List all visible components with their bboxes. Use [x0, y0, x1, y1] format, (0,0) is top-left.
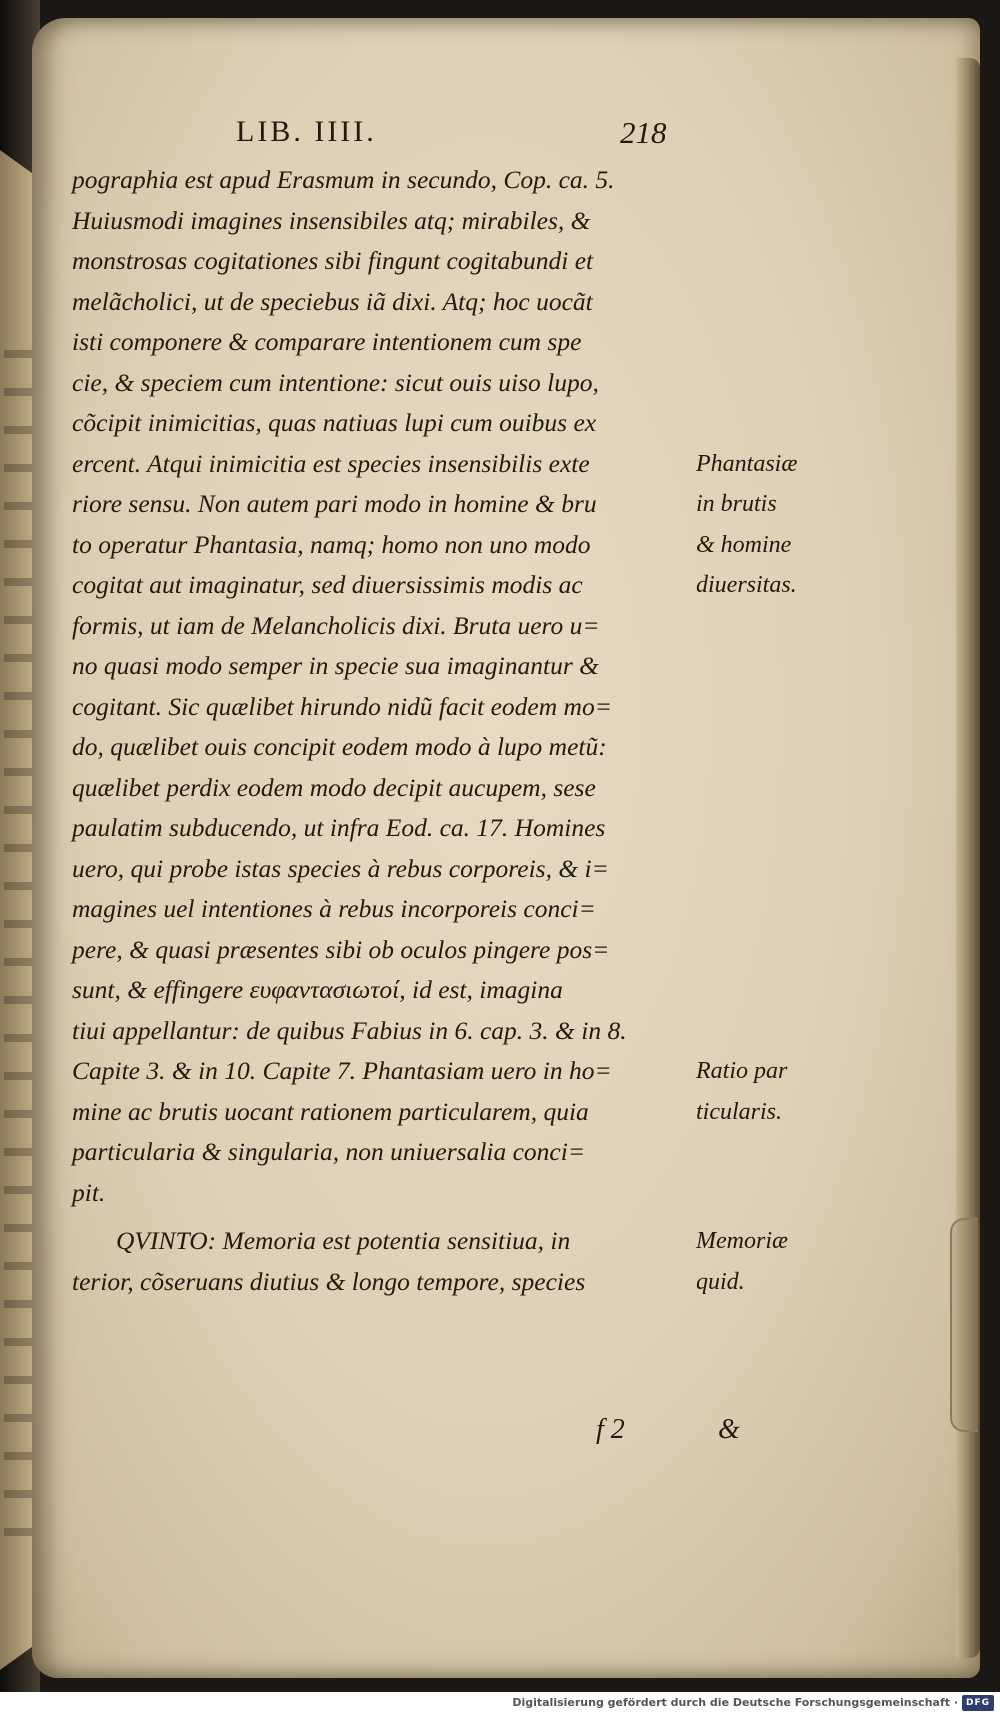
margin-note: Ratio par	[696, 1058, 788, 1084]
text-line: pit.	[72, 1177, 106, 1207]
margin-note: ticularis.	[696, 1098, 783, 1125]
catchword: &	[718, 1414, 740, 1445]
text-line: to operatur Phantasia, namq; homo non uno modo	[72, 529, 591, 559]
text-line: monstrosas cogitationes sibi fingunt cogitabundi et	[72, 246, 594, 275]
text-line: cõcipit inimicitias, quas natiuas lupi cum ouibus ex	[72, 408, 597, 437]
funding-credit: Digitalisierung gefördert durch die Deutsche Forschungsgemeinschaft ·	[512, 1696, 958, 1709]
margin-note: Memoriæ	[696, 1228, 788, 1254]
text-line: pographia est apud Erasmum in secundo, Cop. ca. 5.	[72, 165, 615, 194]
book-clasp	[950, 1218, 978, 1432]
margin-note: in brutis	[696, 491, 777, 517]
page-number: 218	[620, 115, 667, 150]
digitization-footer	[0, 1692, 1000, 1715]
text-line: quælibet perdix eodem modo decipit aucupem, sese	[72, 772, 596, 802]
text-line: uero, qui probe istas species à rebus corporeis, & i=	[72, 853, 609, 883]
text-line: QVINTO: Memoria est potentia sensitiua, in	[116, 1226, 571, 1255]
text-line: formis, ut iam de Melancholicis dixi. Bruta uero u=	[72, 610, 600, 640]
text-line: do, quælibet ouis concipit eodem modo à lupo metũ:	[72, 732, 607, 761]
text-line: tiui appellantur: de quibus Fabius in 6. cap. 3. & in 8.	[72, 1015, 627, 1045]
previous-page-text-fragment	[4, 350, 34, 1550]
text-line: particularia & singularia, non uniuersalia conci=	[72, 1137, 586, 1166]
dfg-logo-icon: DFG	[962, 1695, 994, 1711]
margin-note: Phantasiæ	[696, 450, 798, 477]
text-line: Huiusmodi imagines insensibiles atq; mirabiles, &	[72, 205, 591, 235]
text-line: magines uel intentiones à rebus incorporeis conci=	[72, 894, 596, 923]
running-head: LIB. IIII.	[236, 115, 377, 148]
text-line: no quasi modo semper in specie sua imaginantur &	[72, 651, 599, 680]
text-line: isti componere & comparare intentionem cum spe	[72, 327, 582, 356]
text-line: terior, cõseruans diutius & longo tempore, species	[72, 1266, 586, 1296]
text-line: riore sensu. Non autem pari modo in homine & bru	[72, 489, 597, 518]
margin-note: & homine	[696, 531, 792, 558]
text-line: cogitant. Sic quælibet hirundo nidũ facit eodem mo=	[72, 691, 612, 721]
text-line: ercent. Atqui inimicitia est species insensibilis exte	[72, 448, 590, 478]
text-line: cogitat aut imaginatur, sed diuersissimis modis ac	[72, 570, 583, 599]
text-line: paulatim subducendo, ut infra Eod. ca. 17. Homines	[72, 813, 606, 842]
margin-note: diuersitas.	[696, 572, 797, 598]
text-line: mine ac brutis uocant rationem particularem, quia	[72, 1096, 589, 1126]
text-line: Capite 3. & in 10. Capite 7. Phantasiam uero in ho=	[72, 1056, 612, 1085]
text-line: pere, & quasi præsentes sibi ob oculos pingere pos=	[72, 934, 610, 964]
margin-note: quid.	[696, 1268, 745, 1295]
text-line: cie, & speciem cum intentione: sicut ouis uiso lupo,	[72, 367, 599, 397]
text-line: melãcholici, ut de speciebus iã dixi. Atq; hoc uocãt	[72, 286, 593, 316]
text-line: sunt, & effingere ευφαντασιωτοί, id est, imagina	[72, 975, 563, 1004]
signature-mark: f 2	[596, 1414, 625, 1445]
